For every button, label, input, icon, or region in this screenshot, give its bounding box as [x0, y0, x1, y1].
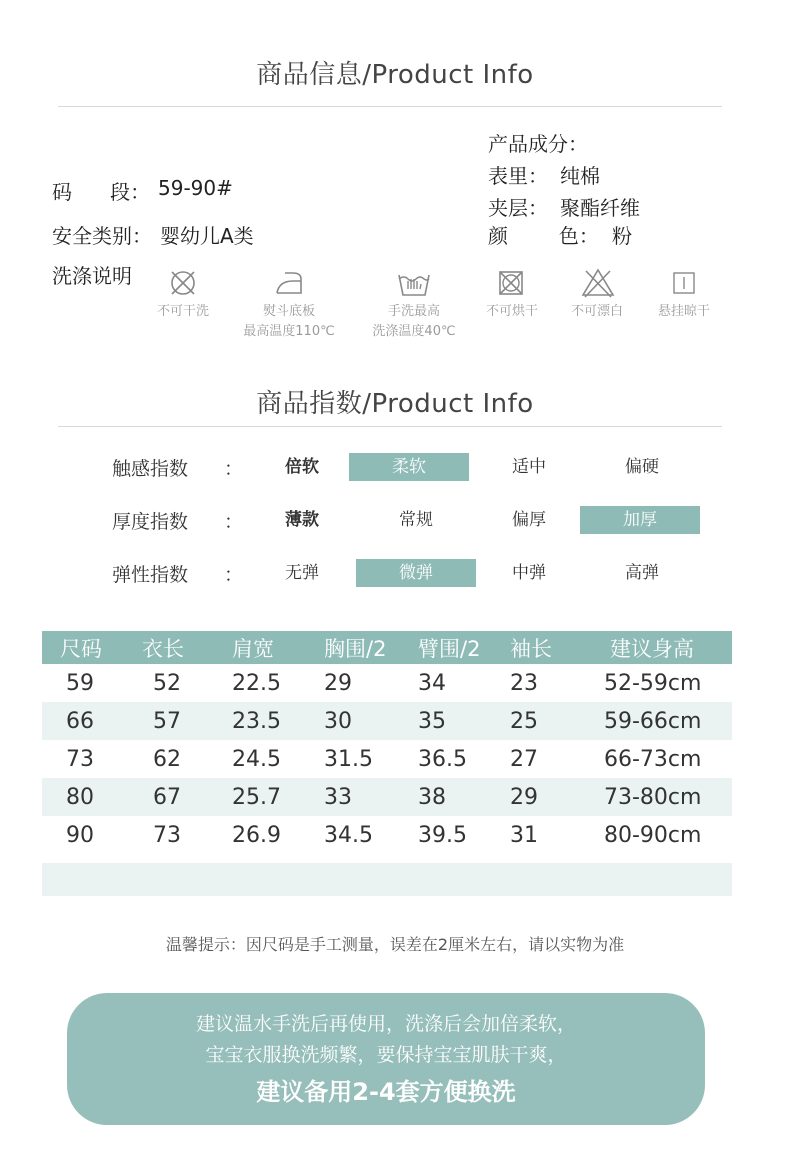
touch-option: 适中	[512, 457, 546, 477]
care-label: 不可干洗	[156, 304, 209, 319]
divider	[58, 106, 722, 107]
cell: 31	[510, 822, 538, 848]
cell: 23.5	[232, 702, 324, 740]
composition-title: 产品成分：	[488, 132, 588, 156]
cell: 67	[120, 778, 232, 816]
cell: 73	[153, 822, 181, 848]
header-chest: 胸围/2	[324, 631, 418, 664]
cell: 52	[153, 670, 181, 696]
wash-instructions-label: 洗涤说明	[52, 264, 132, 288]
line-dry-icon	[664, 263, 704, 303]
thickness-option: 偏厚	[512, 510, 546, 530]
layer-label: 夹层：	[488, 196, 548, 220]
outer-value: 纯棉	[560, 164, 600, 188]
cell: 73-80cm	[590, 778, 732, 816]
care-label: 熨斗底板 最高温度110℃	[243, 304, 335, 339]
header-sleeve: 袖长	[510, 631, 590, 664]
cell: 25.7	[232, 778, 324, 816]
cell: 30	[324, 702, 418, 740]
cell: 90	[66, 822, 94, 848]
measurement-tip: 温馨提示：因尺码是手工测量，误差在2厘米左右，请以实物为准	[165, 935, 625, 954]
table-row	[42, 702, 732, 740]
cell: 36.5	[418, 746, 467, 772]
cell: 80-90cm	[604, 822, 702, 848]
thickness-option: 薄款	[285, 510, 319, 530]
banner-line: 建议温水手洗后再使用，洗涤后会加倍柔软，	[195, 1013, 576, 1035]
table-row	[42, 740, 732, 778]
safety-label: 安全类别：	[52, 224, 152, 248]
cell: 35	[418, 702, 510, 740]
touch-option-selected: 柔软	[349, 453, 469, 481]
cell: 66-73cm	[604, 746, 702, 772]
hand-wash-icon	[394, 263, 434, 303]
cell: 23	[510, 670, 538, 696]
cell: 29	[324, 670, 352, 696]
cell: 34	[418, 670, 446, 696]
outer-label: 表里：	[488, 164, 548, 188]
color-label: 颜 色：	[488, 224, 599, 248]
cell: 29	[510, 778, 590, 816]
care-label: 不可烘干	[485, 304, 538, 319]
table-footer-band	[42, 863, 732, 896]
cell: 59	[66, 670, 94, 696]
elasticity-option: 中弹	[512, 563, 546, 583]
cell: 26.9	[232, 822, 281, 848]
banner-highlight: 建议备用2-4套方便换洗	[256, 1078, 516, 1106]
iron-icon	[269, 263, 309, 303]
elasticity-option: 无弹	[285, 563, 319, 583]
cell: 59-66cm	[590, 702, 732, 740]
table-row	[42, 664, 732, 702]
thickness-option-selected: 加厚	[580, 506, 700, 534]
size-table	[42, 631, 732, 854]
table-header-row	[42, 631, 732, 664]
colon: ：	[224, 458, 244, 480]
product-info-title: 商品信息/Product Info	[256, 60, 534, 90]
cell: 66	[42, 702, 120, 740]
product-index-title: 商品指数/Product Info	[256, 389, 534, 419]
elasticity-option: 高弹	[625, 563, 659, 583]
colon: ：	[224, 564, 244, 586]
cell: 57	[120, 702, 232, 740]
colon: ：	[224, 511, 244, 533]
touch-option: 偏硬	[625, 457, 659, 477]
header-shoulder: 肩宽	[232, 631, 324, 664]
divider	[58, 426, 722, 427]
header-size: 尺码	[42, 631, 120, 664]
cell: 62	[153, 746, 181, 772]
cell: 22.5	[232, 670, 281, 696]
no-dry-clean-icon	[163, 263, 203, 303]
cell: 38	[418, 778, 510, 816]
care-label: 不可漂白	[570, 304, 623, 319]
care-label: 悬挂晾干	[657, 304, 710, 319]
table-row	[42, 778, 732, 816]
header-height: 建议身高	[590, 631, 732, 664]
cell: 24.5	[232, 746, 281, 772]
care-label: 手洗最高 洗涤温度40℃	[372, 304, 456, 339]
cell: 73	[66, 746, 94, 772]
no-bleach-icon	[578, 263, 618, 303]
color-value: 粉	[612, 224, 632, 248]
thickness-option: 常规	[399, 510, 433, 530]
touch-option: 倍软	[285, 457, 319, 477]
table-row	[42, 816, 732, 854]
touch-index-label: 触感指数	[112, 458, 189, 480]
safety-value: 婴幼儿A类	[160, 224, 254, 248]
header-length: 衣长	[120, 631, 232, 664]
elasticity-option-selected: 微弹	[356, 559, 476, 587]
size-range-label: 码 段：	[52, 180, 151, 204]
size-range-value: 59-90#	[158, 176, 233, 200]
cell: 27	[510, 746, 538, 772]
cell: 25	[510, 702, 590, 740]
no-tumble-dry-icon	[491, 263, 531, 303]
cell: 80	[42, 778, 120, 816]
cell: 33	[324, 778, 418, 816]
cell: 34.5	[324, 822, 373, 848]
header-arm: 臂围/2	[418, 631, 510, 664]
care-advice-banner	[67, 993, 705, 1125]
cell: 39.5	[418, 822, 467, 848]
banner-line: 宝宝衣服换洗频繁，要保持宝宝肌肤干爽，	[205, 1044, 567, 1066]
thickness-index-label: 厚度指数	[112, 511, 189, 533]
elasticity-index-label: 弹性指数	[112, 564, 189, 586]
cell: 31.5	[324, 746, 373, 772]
layer-value: 聚酯纤维	[560, 196, 640, 220]
cell: 52-59cm	[604, 670, 702, 696]
